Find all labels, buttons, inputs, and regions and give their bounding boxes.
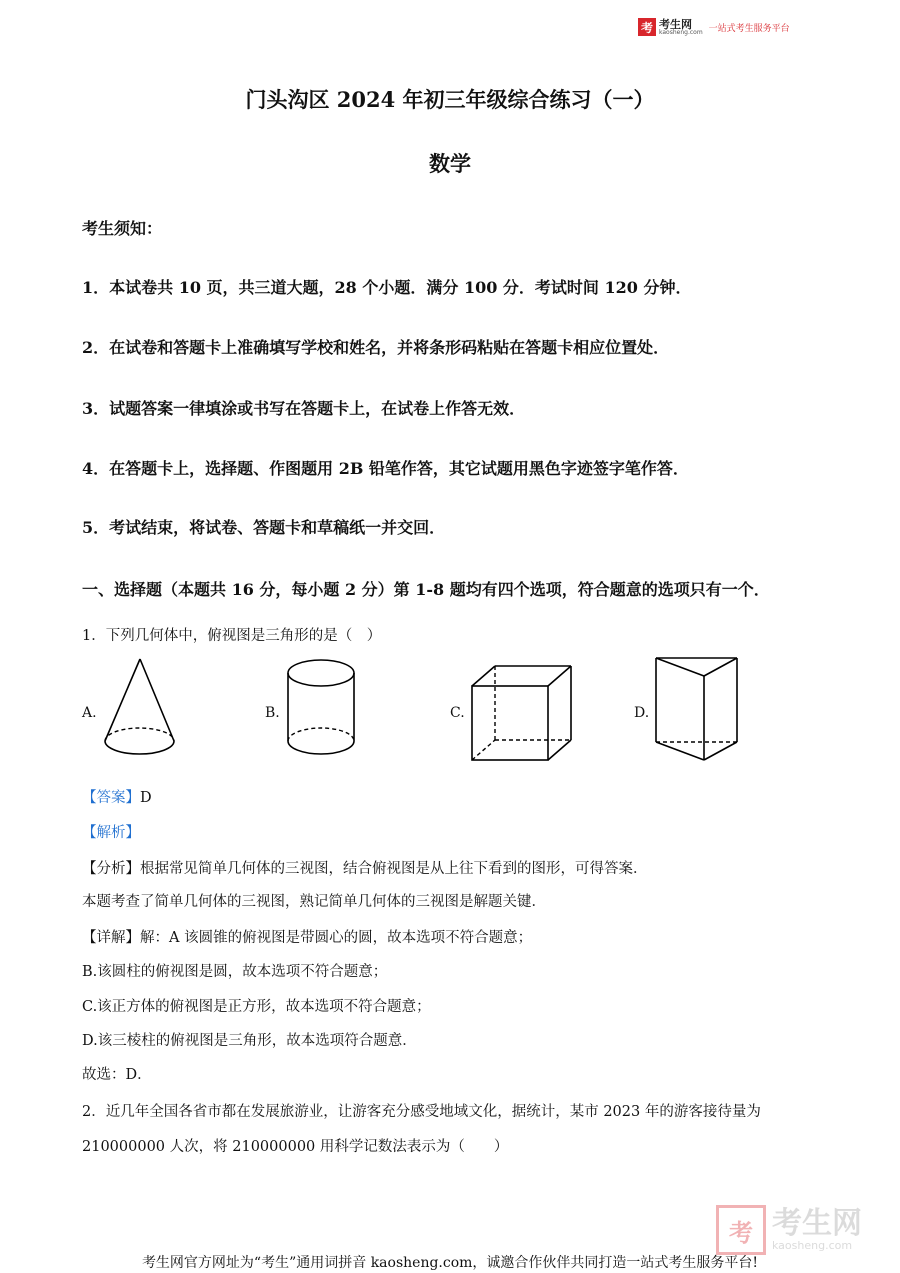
exam-subject: 数学 bbox=[429, 151, 471, 176]
watermark-name: 考生网 bbox=[772, 1205, 862, 1241]
analysis-line: 本题考查了简单几何体的三视图，熟记简单几何体的三视图是解题关键． bbox=[82, 894, 546, 910]
watermark-url: kaosheng.com bbox=[772, 1238, 853, 1252]
notice-item: 3．试题答案一律填涂或书写在答题卡上，在试卷上作答无效． bbox=[82, 399, 526, 418]
cube-icon bbox=[468, 662, 578, 764]
watermark-logo-icon: 考 bbox=[716, 1205, 766, 1255]
option-b-label: B. bbox=[265, 705, 280, 721]
notice-heading: 考生须知： bbox=[82, 219, 163, 238]
option-c-label: C. bbox=[450, 705, 465, 721]
analysis-line: C.该正方体的俯视图是正方形，故本选项不符合题意； bbox=[82, 999, 431, 1015]
analysis-line: 【详解】解：A 该圆锥的俯视图是带圆心的圆，故本选项不符合题意； bbox=[82, 930, 533, 946]
question-2-line1: 2．近几年全国各省市都在发展旅游业，让游客充分感受地域文化，据统计，某市 2023 年的游客接待量为 bbox=[82, 1104, 761, 1120]
triangular-prism-icon bbox=[652, 654, 742, 766]
analysis-tag: 【解析】 bbox=[82, 825, 140, 841]
section-heading: 一、选择题（本题共 16 分，每小题 2 分）第 1-8 题均有四个选项，符合题意的选项只有一个． bbox=[82, 580, 770, 599]
exam-title: 门头沟区 2024 年初三年级综合练习（一） bbox=[245, 87, 655, 112]
brand-text bbox=[659, 19, 703, 36]
answer-tag: 【答案】 bbox=[82, 790, 140, 806]
notice-item: 2．在试卷和答题卡上准确填写学校和姓名，并将条形码粘贴在答题卡相应位置处． bbox=[82, 338, 670, 357]
notice-item: 1．本试卷共 10 页，共三道大题，28 个小题．满分 100 分．考试时间 120 分钟． bbox=[82, 278, 692, 297]
option-d-label: D. bbox=[634, 705, 650, 721]
brand-header bbox=[638, 18, 790, 36]
watermark bbox=[716, 1205, 862, 1255]
analysis-line: 【分析】根据常见简单几何体的三视图，结合俯视图是从上往下看到的图形，可得答案． bbox=[82, 861, 648, 877]
notice-item: 5．考试结束，将试卷、答题卡和草稿纸一并交回． bbox=[82, 518, 446, 537]
kaosheng-logo-icon: 考 bbox=[638, 18, 656, 36]
brand-slogan: 一站式考生服务平台 bbox=[708, 23, 790, 34]
analysis-line: 故选：D． bbox=[82, 1067, 152, 1083]
option-a-label: A. bbox=[82, 705, 97, 721]
notice-item: 4．在答题卡上，选择题、作图题用 2B 铅笔作答，其它试题用黑色字迹签字笔作答． bbox=[82, 459, 689, 478]
brand-url: kaosheng.com bbox=[659, 28, 703, 36]
answer-value: D bbox=[140, 790, 152, 806]
cylinder-icon bbox=[284, 653, 360, 763]
question-1-stem: 1．下列几何体中，俯视图是三角形的是（ ） bbox=[82, 628, 382, 644]
page-footer: 考生网官方网址为“考生”通用词拼音 kaosheng.com，诚邀合作伙伴共同打造一站式考生服务平台! bbox=[141, 1255, 759, 1271]
watermark-text bbox=[772, 1205, 862, 1252]
cone-icon bbox=[100, 655, 180, 760]
brand-name: 考生网 bbox=[659, 17, 692, 31]
analysis-line: B.该圆柱的俯视图是圆，故本选项不符合题意； bbox=[82, 964, 388, 980]
analysis-line: D.该三棱柱的俯视图是三角形，故本选项符合题意． bbox=[82, 1033, 417, 1049]
answer-line bbox=[82, 786, 152, 807]
question-2-line2: 210000000 人次，将 210000000 用科学记数法表示为（ ） bbox=[82, 1139, 509, 1155]
